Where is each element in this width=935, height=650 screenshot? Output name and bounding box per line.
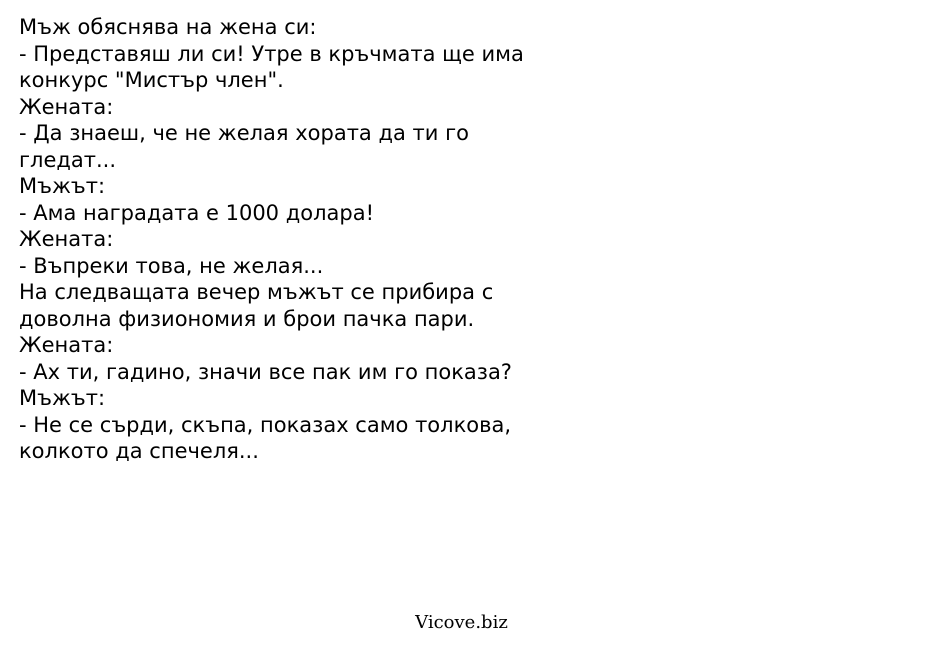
joke-text bbox=[19, 14, 619, 465]
joke-line: гледат... bbox=[19, 147, 117, 172]
joke-line: конкурс "Мистър член". bbox=[19, 68, 284, 92]
joke-line: Жената: bbox=[19, 94, 114, 119]
joke-line: - Не се сърди, скъпа, показах само толкова, bbox=[19, 412, 512, 437]
joke-line: На следващата вечер мъжът се прибира с bbox=[19, 280, 494, 304]
joke-line: Жената: bbox=[19, 333, 114, 357]
joke-line: - Представяш ли си! Утре в кръчмата ще има bbox=[19, 41, 524, 66]
joke-line: Мъжът: bbox=[19, 386, 106, 410]
joke-line: Мъж обяснява на жена си: bbox=[19, 15, 317, 39]
joke-line: - Въпреки това, не желая... bbox=[19, 253, 324, 278]
joke-line: колкото да спечеля... bbox=[19, 439, 259, 463]
joke-line: Жената: bbox=[19, 227, 114, 251]
joke-line: Мъжът: bbox=[19, 174, 106, 198]
site-watermark: Vicove.biz bbox=[415, 612, 508, 633]
joke-line: - Ама наградата е 1000 долара! bbox=[19, 200, 374, 225]
joke-line: - Ах ти, гадино, значи все пак им го показа? bbox=[19, 359, 512, 384]
joke-line: - Да знаеш, че не желая хората да ти го bbox=[19, 121, 469, 145]
joke-line: доволна физиономия и брои пачка пари. bbox=[19, 306, 475, 331]
